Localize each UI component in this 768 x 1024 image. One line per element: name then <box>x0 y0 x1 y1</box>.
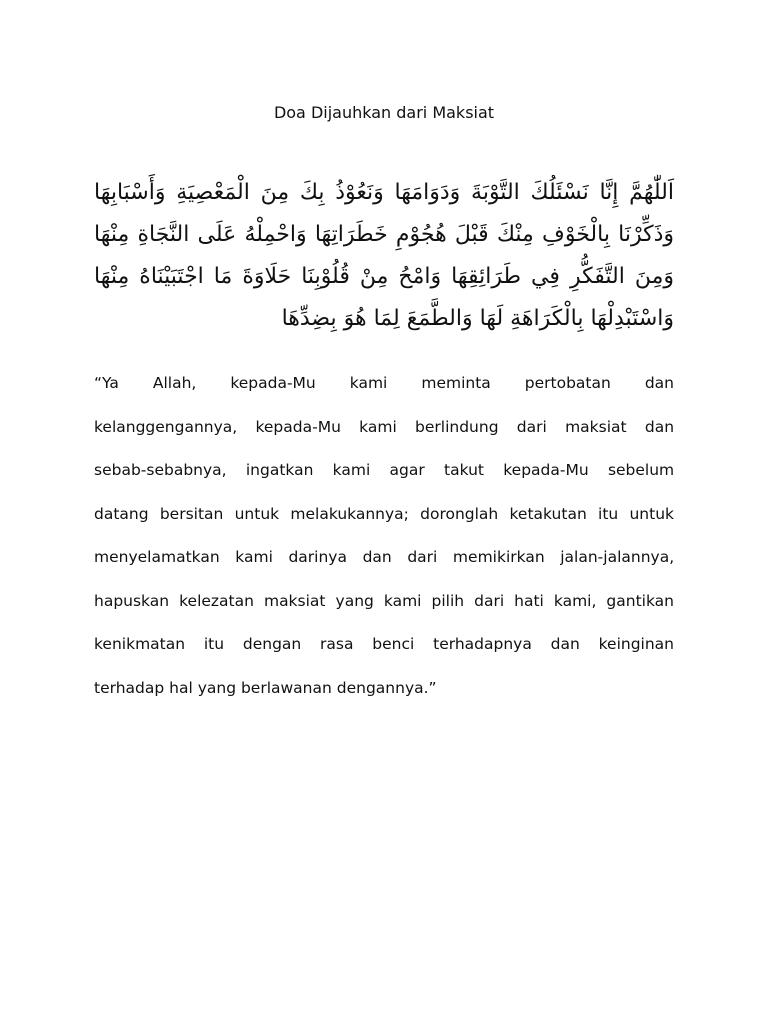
translation-line: kenikmatan itu dengan rasa benci terhadapnya dan keinginan <box>94 635 674 653</box>
translation-paragraph <box>94 362 674 710</box>
translation-line: datang bersitan untuk melakukannya; doronglah ketakutan itu untuk <box>94 504 674 523</box>
translation-line: “Ya Allah, kepada-Mu kami meminta pertobatan dan <box>94 374 674 392</box>
translation-line: hapuskan kelezatan maksiat yang kami pilih dari hati kami, gantikan <box>94 591 674 610</box>
document-title: Doa Dijauhkan dari Maksiat <box>273 103 495 122</box>
arabic-prayer-text: اَللّٰهُمَّ إِنَّا نَسْئَلُكَ التَّوْبَةَ وَدَوَامَهَا وَنَعُوْذُ بِكَ مِنَ الْمَعْصِيَةِ وَأَسْبَابِهَا وَذَكِّرْنَا بِالْخَوْفِ مِنْكَ قَبْلَ هُجُوْمِ خَطَرَاتِهَا وَاحْمِلْهُ عَلَى النَّجَاةِ مِنْهَا وَمِنَ التَّفَكُّرِ فِي طَرَائِقِهَا وَامْحُ مِنْ قُلُوْبِنَا حَلَاوَةَ مَا اجْتَبَيْنَاهُ مِنْهَا وَاسْتَبْدِلْهَا بِالْكَرَاهَةِ لَهَا وَالطَّمَعَ لِمَا هُوَ بِضِدِّهَا <box>94 180 674 331</box>
translation-line: terhadap hal yang berlawanan dengannya.” <box>94 678 437 697</box>
translation-line: kelanggengannya, kepada-Mu kami berlindung dari maksiat dan <box>94 417 675 436</box>
translation-line: menyelamatkan kami darinya dan dari memikirkan jalan-jalannya, <box>94 548 675 566</box>
translation-line: sebab-sebabnya, ingatkan kami agar takut kepada-Mu sebelum <box>94 461 675 479</box>
